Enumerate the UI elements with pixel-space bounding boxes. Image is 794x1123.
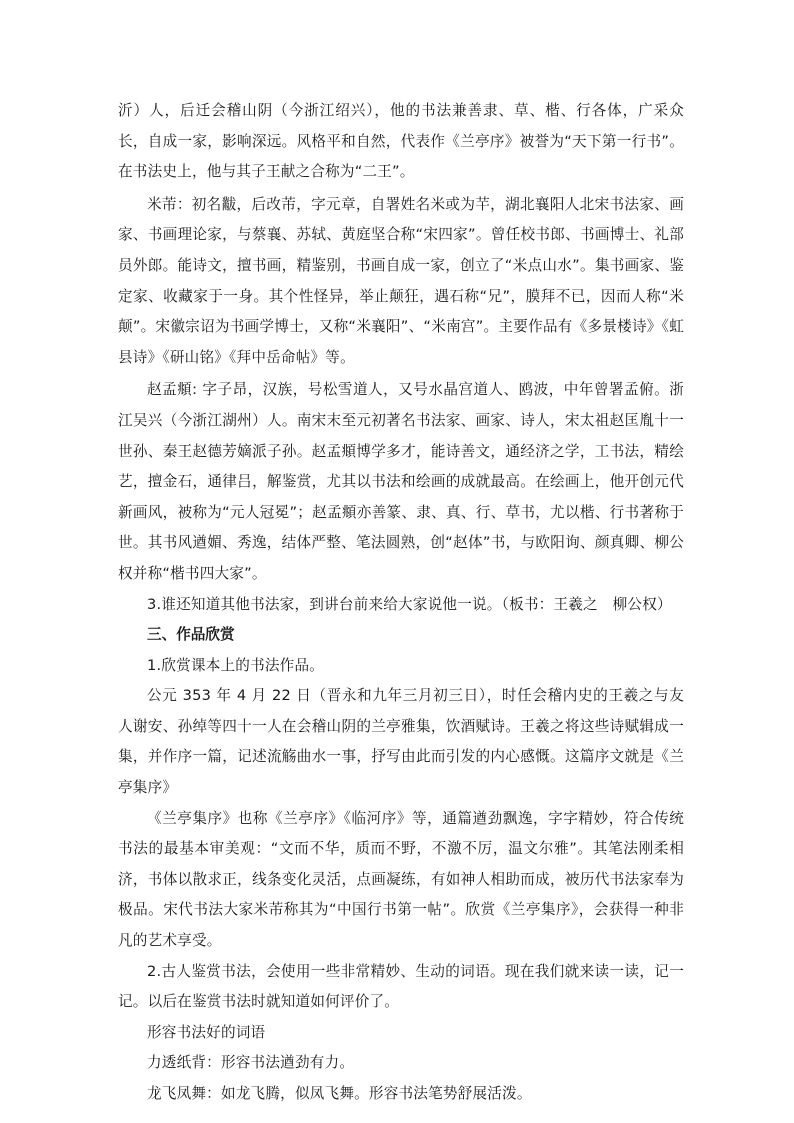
section-heading-appreciation: 三、作品欣赏 xyxy=(147,626,235,644)
paragraph-zhao-mengfu: 赵孟頫: 字子昂，汉族，号松雪道人，又号水晶宫道人、鸥波，中年曾署孟俯。浙江吴兴（今浙江湖州）人。南宋末至元初著名书法家、画家、诗人，宋太祖赵匡胤十一世孙、秦王赵德芳嫡派子孙。赵孟頫博学多才，能诗善文，通经济之学，工书法，精绘艺，擅金石，通律吕，解鉴赏，尤其以书法和绘画的成就最高。在绘画上，他开创元代新画风，被称为“元人冠冕”；赵孟頫亦善篆、隶、真、行、草书，尤以楷、行书著称于世。其书风遒媚、秀逸，结体严整、笔法圆熟，创“赵体”书，与欧阳询、颜真卿、柳公权并称“楷书四大家”。 xyxy=(118,381,684,582)
paragraph-lanting-history: 公元 353 年 4 月 22 日（晋永和九年三月初三日），时任会稽内史的王羲之与友人谢安、孙绰等四十一人在会稽山阴的兰亭雅集，饮酒赋诗。王羲之将这些诗赋辑成一集，并作序一篇，记述流觞曲水一事，抒写由此而引发的内心感慨。这篇序文就是《兰亭集序》 xyxy=(118,687,684,797)
paragraph-lanting-appreciation: 《兰亭集序》也称《兰亭序》《临河序》等，通篇遒劲飘逸，字字精妙，符合传统书法的最基本审美观：“文而不华，质而不野，不激不厉，温文尔雅”。其笔法刚柔相济，书体以散求正，线条变化灵活，点画凝练，有如神人相助而成，被历代书法家奉为极品。宋代书法大家米芾称其为“中国行书第一帖”。欣赏《兰亭集序》，会获得一种非凡的艺术享受。 xyxy=(118,809,684,950)
paragraph-vocab-title: 形容书法好的词语 xyxy=(147,1023,266,1041)
paragraph-vocab-2: 龙飞凤舞：如龙飞腾，似凤飞舞。形容书法笔势舒展活泼。 xyxy=(147,1085,532,1102)
paragraph-item-1: 1.欣赏课本上的书法作品。 xyxy=(147,656,325,674)
paragraph-mi-fu: 米芾：初名黻，后改芾，字元章，自署姓名米或为芉，湖北襄阳人北宋书法家、画家、书画理论家，与蔡襄、苏轼、黄庭坚合称“宋四家”。曾任校书郎、书画博士、礼部员外郎。能诗文，擅书画，精鉴别，书画自成一家，创立了“米点山水”。集书画家、鉴定家、收藏家于一身。其个性怪异，举止颠狂，遇石称“兄”，膜拜不已，因而人称“米颠”。宋徽宗诏为书画学博士，又称“米襄阳”、“米南宫”。主要作品有《多景楼诗》《虹县诗》《研山铭》《拜中岳命帖》等。 xyxy=(118,195,684,366)
paragraph-wang-xizhi-continued: 沂）人，后迁会稽山阴（今浙江绍兴），他的书法兼善隶、草、楷、行各体，广采众长，自成一家，影响深远。风格平和自然，代表作《兰亭序》被誉为“天下第一行书”。在书法史上，他与其子王献之合称为“二王”。 xyxy=(118,102,684,181)
paragraph-vocab-1: 力透纸背：形容书法遒劲有力。 xyxy=(147,1054,355,1072)
paragraph-item-2: 2.古人鉴赏书法，会使用一些非常精妙、生动的词语。现在我们就来读一读，记一记。以后在鉴赏书法时就知道如何评价了。 xyxy=(118,962,684,1011)
paragraph-question-3: 3.谁还知道其他书法家，到讲台前来给大家说他一说。（板书：王羲之 柳公权） xyxy=(147,595,672,613)
document-page xyxy=(118,96,684,1110)
